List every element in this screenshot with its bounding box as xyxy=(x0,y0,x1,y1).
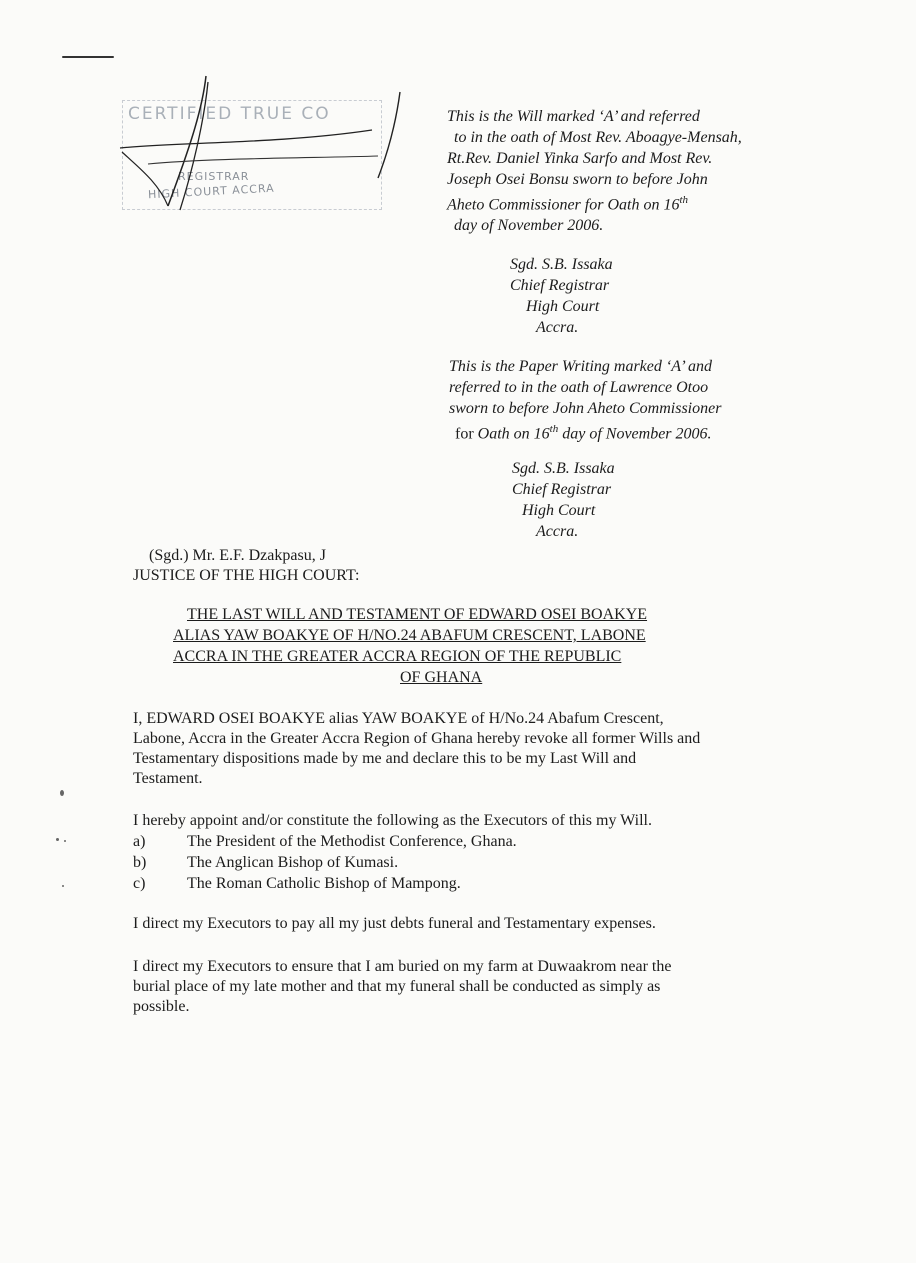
registrar-signature-block-2 xyxy=(512,458,615,542)
para2-line: I hereby appoint and/or constitute the following as the Executors of this my Will. xyxy=(133,812,652,829)
sig1-line: Accra. xyxy=(536,319,579,336)
cert1-line: Rt.Rev. Daniel Yinka Sarfo and Most Rev. xyxy=(447,150,713,167)
sig2-line: Chief Registrar xyxy=(512,481,612,498)
para4-line: I direct my Executors to ensure that I am buried on my farm at Duwaakrom near the xyxy=(133,958,672,975)
cert2-superscript: th xyxy=(549,423,559,435)
title-line: OF GHANA xyxy=(400,669,483,686)
para1-line: Testamentary dispositions made by me and declare this to be my Last Will and xyxy=(133,750,637,767)
para4-line: burial place of my late mother and that my funeral shall be conducted as simply as xyxy=(133,978,661,995)
sig1-line: Chief Registrar xyxy=(510,277,610,294)
registrar-signature-block-1 xyxy=(510,254,613,338)
sig2-line: High Court xyxy=(522,502,596,519)
executor-text: The Anglican Bishop of Kumasi. xyxy=(187,854,399,871)
certified-true-copy-stamp xyxy=(118,72,408,222)
cert2-line xyxy=(449,419,721,444)
cert1-date-text: Aheto Commissioner for Oath on 16 xyxy=(447,196,680,214)
para3-line: I direct my Executors to pay all my just debts funeral and Testamentary expenses. xyxy=(133,915,656,932)
cert1-line: Joseph Osei Bonsu sworn to before John xyxy=(447,171,708,188)
cert2-line: This is the Paper Writing marked ‘A’ and xyxy=(449,358,712,375)
judge-signature xyxy=(133,546,359,586)
cert2-line: referred to in the oath of Lawrence Otoo xyxy=(449,379,709,396)
para1-line: Labone, Accra in the Greater Accra Region of Ghana hereby revoke all former Wills and xyxy=(133,730,701,747)
corner-mark xyxy=(62,56,114,58)
sig2-line: Sgd. S.B. Issaka xyxy=(512,460,615,477)
title-line: ALIAS YAW BOAKYE OF H/NO.24 ABAFUM CRESCENT, LABONE xyxy=(173,627,646,644)
sig1-line: Sgd. S.B. Issaka xyxy=(510,256,613,273)
executor-marker: c) xyxy=(133,875,146,892)
para4-line: possible. xyxy=(133,998,190,1015)
cert2-line: sworn to before John Aheto Commissioner xyxy=(449,400,722,417)
cert2-date-rest: day of November 2006. xyxy=(562,425,712,443)
registrar-signature xyxy=(118,72,408,222)
judge-line: JUSTICE OF THE HIGH COURT: xyxy=(133,567,360,584)
title-line: THE LAST WILL AND TESTAMENT OF EDWARD OSEI BOAKYE xyxy=(187,606,648,623)
cert1-line: to in the oath of Most Rev. Aboagye-Mensah, xyxy=(454,129,742,146)
stamp-line-certified: CERTIFIED TRUE CO xyxy=(128,104,331,124)
para1-line: I, EDWARD OSEI BOAKYE alias YAW BOAKYE of H/No.24 Abafum Crescent, xyxy=(133,710,664,727)
burial-paragraph xyxy=(133,957,671,1017)
cert1-superscript: th xyxy=(679,194,689,206)
executor-text: The President of the Methodist Conference, Ghana. xyxy=(187,833,517,850)
revocation-paragraph xyxy=(133,709,700,789)
debts-paragraph xyxy=(133,914,656,934)
judge-line: (Sgd.) Mr. E.F. Dzakpasu, J xyxy=(149,547,326,564)
cert1-line: day of November 2006. xyxy=(454,217,604,235)
will-certification xyxy=(447,106,742,236)
title-line: ACCRA IN THE GREATER ACCRA REGION OF THE REPUBLIC xyxy=(173,648,622,665)
cert1-line xyxy=(447,190,742,215)
stamp-line-registrar: REGISTRAR xyxy=(178,170,250,183)
cert1-line: This is the Will marked ‘A’ and referred xyxy=(447,108,700,125)
executor-marker: b) xyxy=(133,854,147,871)
stamp-line-court: HIGH COURT ACCRA xyxy=(147,181,275,202)
cert2-for: for xyxy=(455,425,474,443)
para1-line: Testament. xyxy=(133,770,203,787)
sig1-line: High Court xyxy=(526,298,600,315)
executors-intro xyxy=(133,811,652,831)
executor-text: The Roman Catholic Bishop of Mampong. xyxy=(187,875,461,892)
sig2-line: Accra. xyxy=(536,523,579,540)
cert2-date-text: Oath on 16 xyxy=(477,425,550,443)
paper-writing-certification xyxy=(449,356,721,444)
executor-marker: a) xyxy=(133,833,146,850)
